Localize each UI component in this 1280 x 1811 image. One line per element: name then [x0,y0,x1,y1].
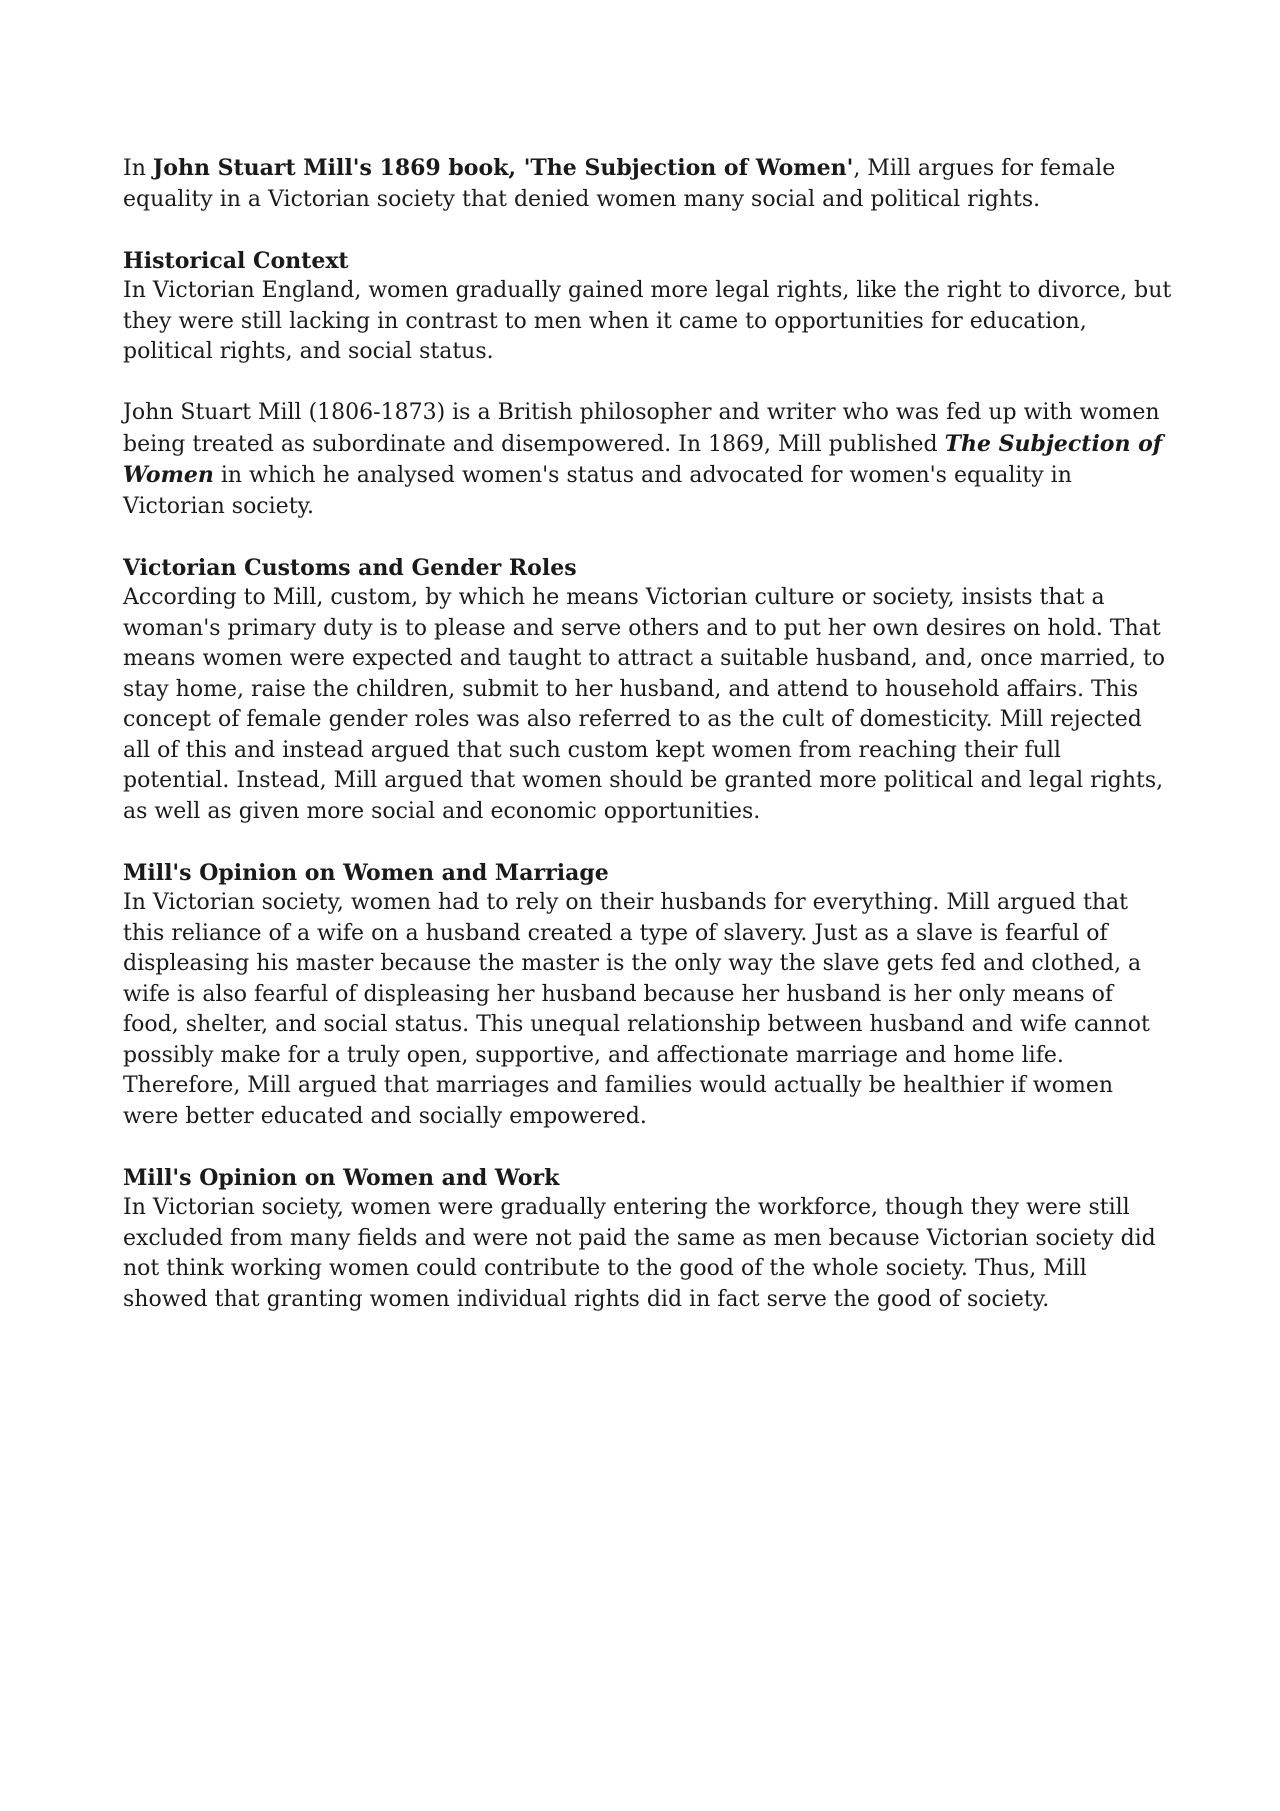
marriage-body: In Victorian society, women had to rely on their husbands for everything. Mill argued that this reliance of a wife on a husband created a type of slavery. Just as a slave is fearful of displeasing his master because the master is the only way the slave gets fed and clothed, a wife is also fearful of displeasing her husband because her husband is her only means of food, shelter, and social status. This unequal relationship between husband and wife cannot possibly make for a truly open, supportive, and affectionate marriage and home life. Therefore, Mill argued that marriages and families would actually be healthier if women were better educated and socially empowered. [123,890,1150,1129]
section-work [123,1163,1173,1316]
section-customs [123,553,1173,828]
intro-suffix: , Mill argues for female equality in a Victorian society that denied women many social and political rights. [123,156,1116,212]
intro-book-reference: John Stuart Mill's 1869 book, 'The Subjection of Women' [152,155,854,181]
customs-body: According to Mill, custom, by which he means Victorian culture or society, insists that a woman's primary duty is to please and serve others and to put her own desires on hold. That means women were expected and taught to attract a suitable husband, and, once married, to stay home, raise the children, submit to her husband, and attend to household affairs. This concept of female gender roles was also referred to as the cult of domesticity. Mill rejected all of this and instead argued that such custom kept women from reaching their full potential. Instead, Mill argued that women should be granted more political and legal rights, as well as given more social and economic opportunities. [123,585,1166,824]
mill-bio-text-after: in which he analysed women's status and advocated for women's equality in Victorian society. [123,463,1072,519]
heading-historical-context: Historical Context [123,247,349,274]
mill-bio-text-before: John Stuart Mill (1806-1873) is a British philosopher and writer who was fed up with women being treated as subordinate and disempowered. In 1869, Mill published [123,400,1160,457]
intro-prefix: In [123,156,153,181]
heading-work: Mill's Opinion on Women and Work [123,1164,560,1191]
heading-customs: Victorian Customs and Gender Roles [123,554,577,581]
document-page [123,153,1173,1346]
historical-context-body: In Victorian England, women gradually gained more legal rights, like the right to divorce, but they were still lacking in contrast to men when it came to opportunities for education, political rights, and social status. [123,278,1172,364]
heading-marriage: Mill's Opinion on Women and Marriage [123,859,609,886]
mill-bio-paragraph [123,398,1173,522]
section-historical-context [123,246,1173,368]
intro-paragraph [123,153,1173,215]
work-body: In Victorian society, women were gradually entering the workforce, though they were still excluded from many fields and were not paid the same as men because Victorian society did not think working women could contribute to the good of the whole society. Thus, Mill showed that granting women individual rights did in fact serve the good of society. [123,1195,1156,1312]
section-marriage [123,858,1173,1133]
mill-bio-book-title: The Subjection of Women [123,430,1163,488]
